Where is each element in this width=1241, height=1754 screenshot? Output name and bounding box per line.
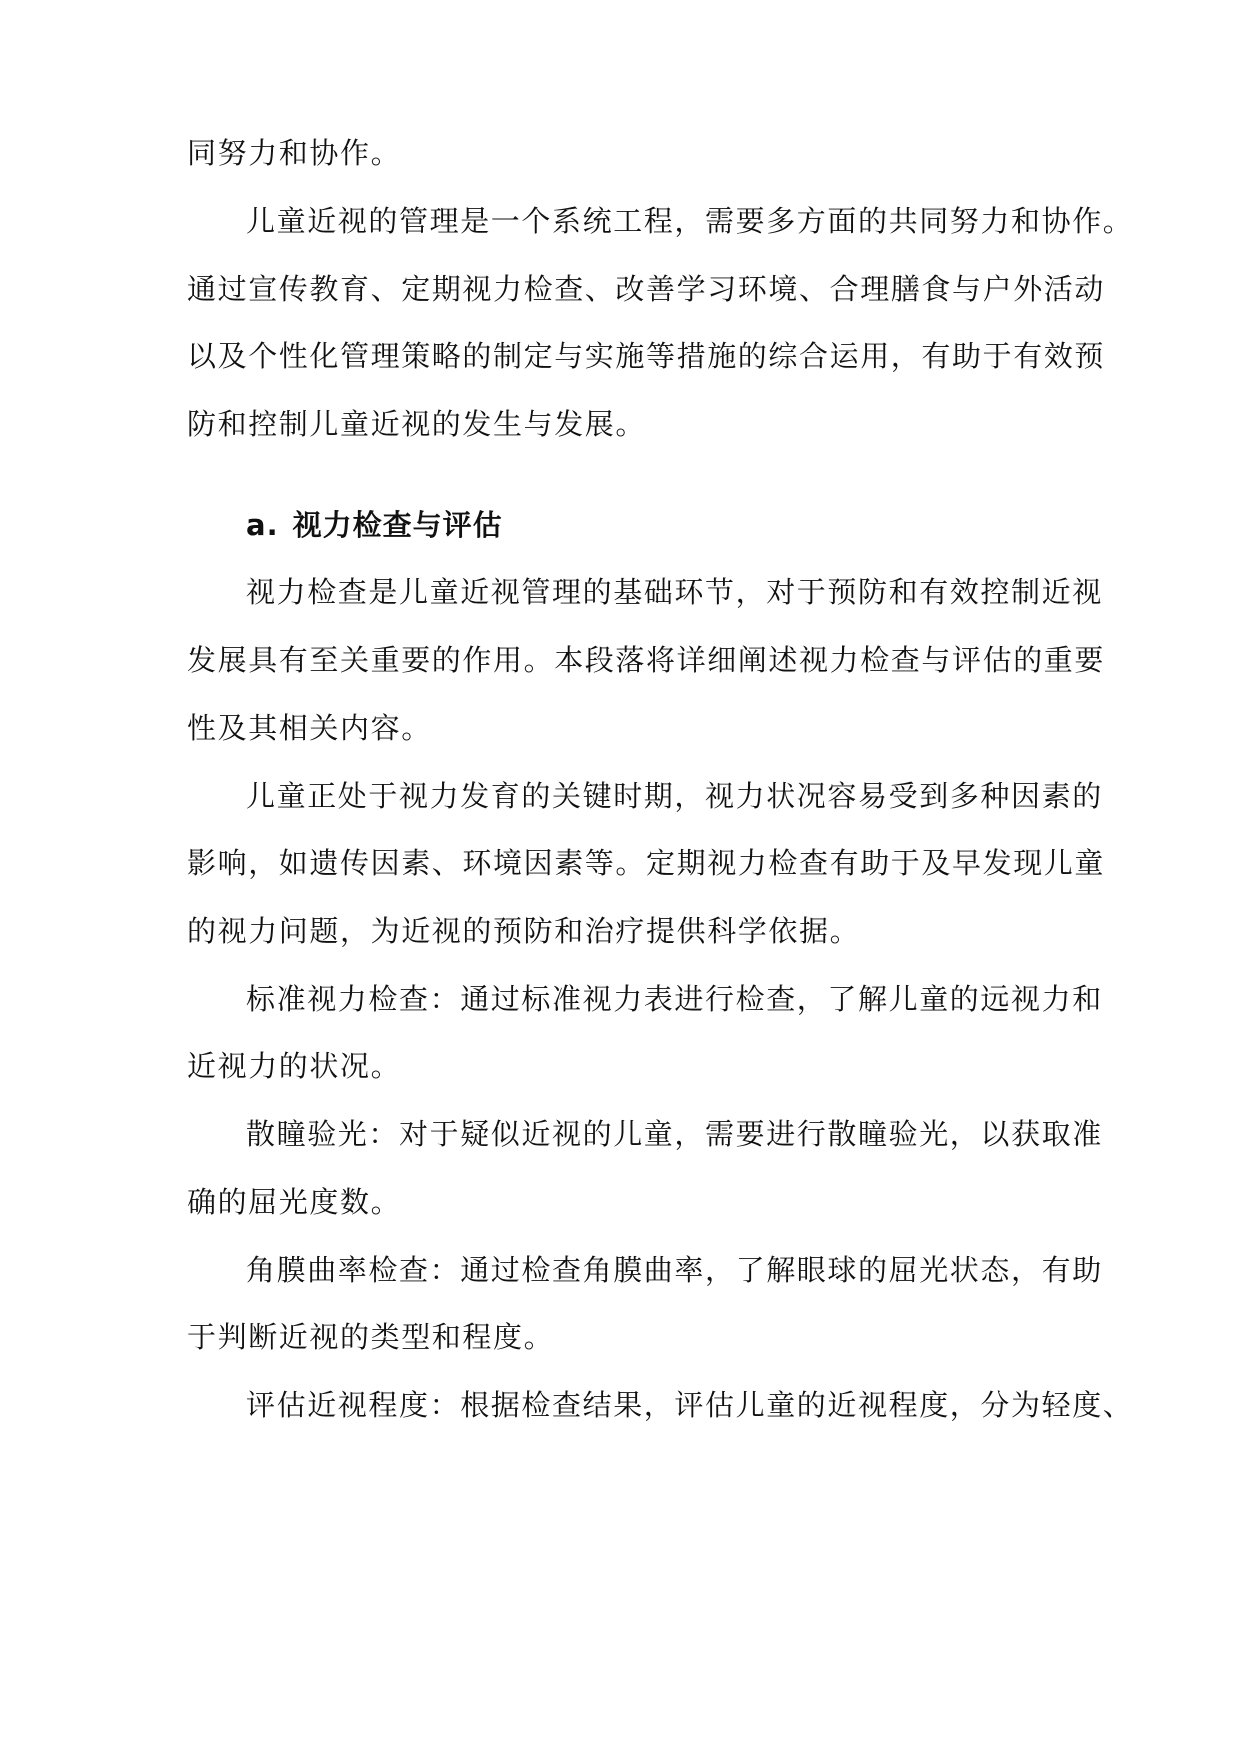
paragraph-line: 发展具有至关重要的作用。本段落将详细阐述视力检查与评估的重要 xyxy=(187,643,1106,677)
section-heading-marker: a. xyxy=(246,508,279,542)
paragraph-line: 评估近视程度：根据检查结果，评估儿童的近视程度，分为轻度、 xyxy=(246,1388,1134,1422)
paragraph-line: 标准视力检查：通过标准视力表进行检查，了解儿童的远视力和 xyxy=(246,982,1103,1016)
paragraph-line: 于判断近视的类型和程度。 xyxy=(187,1320,555,1354)
paragraph-line: 视力检查是儿童近视管理的基础环节，对于预防和有效控制近视 xyxy=(246,575,1103,609)
paragraph-line: 角膜曲率检查：通过检查角膜曲率，了解眼球的屈光状态，有助 xyxy=(246,1253,1103,1287)
paragraph-line: 儿童近视的管理是一个系统工程，需要多方面的共同努力和协作。 xyxy=(246,204,1134,238)
paragraph-line: 确的屈光度数。 xyxy=(187,1185,402,1219)
paragraph-line: 近视力的状况。 xyxy=(187,1049,402,1083)
paragraph-line: 性及其相关内容。 xyxy=(187,711,432,745)
paragraph-line: 儿童正处于视力发育的关键时期，视力状况容易受到多种因素的 xyxy=(246,779,1103,813)
paragraph-line: 散瞳验光：对于疑似近视的儿童，需要进行散瞳验光，以获取准 xyxy=(246,1117,1103,1151)
section-heading xyxy=(246,505,503,545)
paragraph-line: 的视力问题，为近视的预防和治疗提供科学依据。 xyxy=(187,914,861,948)
paragraph-line: 以及个性化管理策略的制定与实施等措施的综合运用，有助于有效预 xyxy=(187,339,1106,373)
paragraph-line: 防和控制儿童近视的发生与发展。 xyxy=(187,407,647,441)
paragraph-line: 影响，如遗传因素、环境因素等。定期视力检查有助于及早发现儿童 xyxy=(187,846,1106,880)
section-heading-text: 视力检查与评估 xyxy=(292,508,503,542)
paragraph-line: 通过宣传教育、定期视力检查、改善学习环境、合理膳食与户外活动 xyxy=(187,272,1106,306)
paragraph-line: 同努力和协作。 xyxy=(187,136,402,170)
